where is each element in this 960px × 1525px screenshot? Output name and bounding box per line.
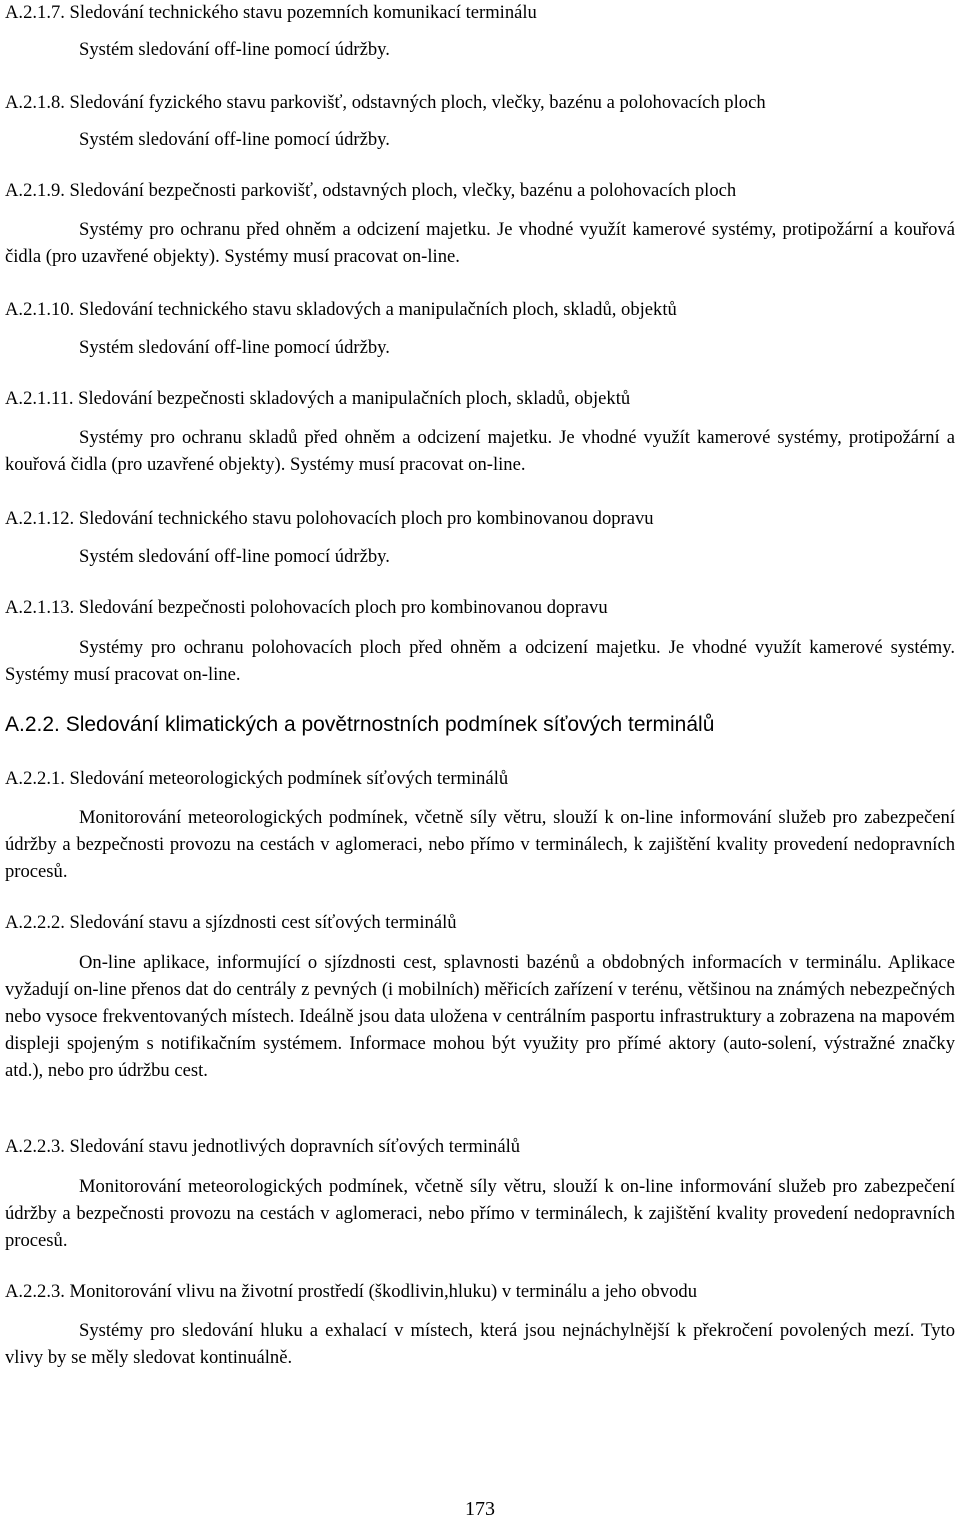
section-body-a2-1-13: Systémy pro ochranu polohovacích ploch před ohněm a odcizení majetku. Je vhodné využít kamerové systémy. Systémy musí pracovat on-line. [5, 637, 955, 685]
section-body-a2-1-8: Systém sledování off-line pomocí údržby. [79, 129, 390, 150]
section-heading-a2-1-12: A.2.1.12. Sledování technického stavu polohovacích ploch pro kombinovanou dopravu [5, 508, 654, 529]
section-heading-a2-2-1: A.2.2.1. Sledování meteorologických podmínek síťových terminálů [5, 768, 509, 789]
section-heading-a2-2-3b: A.2.2.3. Monitorování vlivu na životní prostředí (škodlivin,hluku) v terminálu a jeho obvodu [5, 1281, 698, 1302]
section-heading-a2-2-3a: A.2.2.3. Sledování stavu jednotlivých dopravních síťových terminálů [5, 1136, 521, 1157]
section-body-a2-2-3b: Systémy pro sledování hluku a exhalací v místech, která jsou nejnáchylnější k překročení povolených mezí. Tyto vlivy by se měly sledovat kontinuálně. [5, 1320, 955, 1368]
section-body-a2-2-2: On-line aplikace, informující o sjízdnosti cest, splavnosti bazénů a obdobných informacích v terminálu. Aplikace vyžadují on-line přenos dat do centrály z pevných (i mobilních) měřicích zařízení v terénu, většinou na známých nebezpečných nebo vysoce frekventovaných místech. Ideálně jsou data uložena v centrálním pasportu infrastruktury a zobrazena na mapovém displeji spojeným s notifikačním systémem. Informace mohou být využity pro přímé aktory (auto-solení, výstražné značky atd.), nebo pro údržbu cest. [5, 952, 955, 1081]
section-heading-a2-1-8: A.2.1.8. Sledování fyzického stavu parkovišť, odstavných ploch, vlečky, bazénu a polohovacích ploch [5, 92, 766, 113]
section-body-a2-1-11: Systémy pro ochranu skladů před ohněm a odcizení majetku. Je vhodné využít kamerové systémy, protipožární a kouřová čidla (pro uzavřené objekty). Systémy musí pracovat on-line. [5, 427, 955, 475]
section-heading-a2-2-2: A.2.2.2. Sledování stavu a sjízdnosti cest síťových terminálů [5, 912, 457, 933]
section-heading-a2-1-11: A.2.1.11. Sledování bezpečnosti skladových a manipulačních ploch, skladů, objektů [5, 388, 631, 409]
section-body-a2-2-1: Monitorování meteorologických podmínek, včetně síly větru, slouží k on-line informování služeb pro zabezpečení údržby a bezpečnosti provozu na cestách v aglomeraci, nebo přímo v terminálech, k zajištění kvality provedení nedopravních procesů. [5, 807, 955, 882]
section-body-a2-1-9: Systémy pro ochranu před ohněm a odcizení majetku. Je vhodné využít kamerové systémy, protipožární a kouřová čidla (pro uzavřené objekty). Systémy musí pracovat on-line. [5, 219, 955, 267]
section-heading-a2-1-13: A.2.1.13. Sledování bezpečnosti polohovacích ploch pro kombinovanou dopravu [5, 597, 608, 618]
section-heading-a2-1-10: A.2.1.10. Sledování technického stavu skladových a manipulačních ploch, skladů, objektů [5, 299, 677, 320]
section-body-a2-1-12: Systém sledování off-line pomocí údržby. [79, 546, 390, 567]
section-heading-a2-1-7: A.2.1.7. Sledování technického stavu pozemních komunikací terminálu [5, 2, 537, 23]
section-body-a2-1-7: Systém sledování off-line pomocí údržby. [79, 39, 390, 60]
section-heading-a2-1-9: A.2.1.9. Sledování bezpečnosti parkovišť, odstavných ploch, vlečky, bazénu a polohovacích ploch [5, 180, 737, 201]
section-body-a2-1-10: Systém sledování off-line pomocí údržby. [79, 337, 390, 358]
page-number: 173 [465, 1498, 495, 1520]
section-body-a2-2-3a: Monitorování meteorologických podmínek, včetně síly větru, slouží k on-line informování služeb pro zabezpečení údržby a bezpečnosti provozu na cestách v aglomeraci, nebo přímo v terminálech, k zajištění kvality provedení nedopravních procesů. [5, 1176, 955, 1251]
chapter-heading-a2-2: A.2.2. Sledování klimatických a povětrnostních podmínek síťových terminálů [5, 713, 715, 736]
